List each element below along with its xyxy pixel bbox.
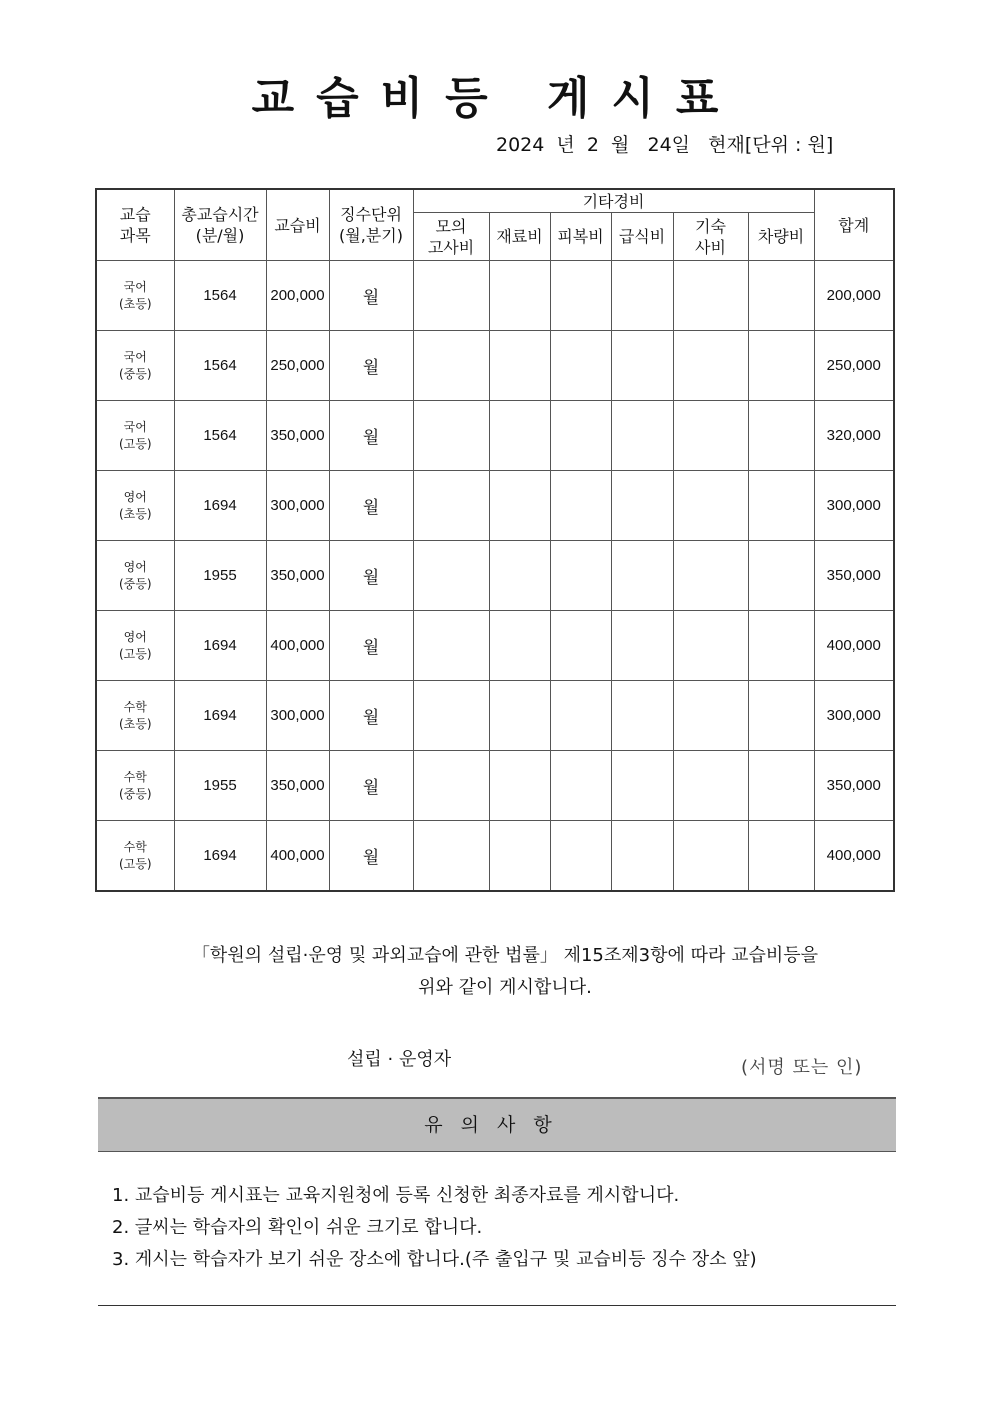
vehicle-cell — [748, 751, 814, 821]
header-mock-exam — [413, 213, 489, 261]
header-other-expenses-label: 기타경비 — [582, 191, 645, 211]
hours-cell: 1694 — [174, 681, 266, 751]
signature-note: (서명 또는 인) — [741, 1057, 863, 1078]
unit-cell: 월 — [329, 681, 413, 751]
subject-cell — [96, 681, 174, 751]
hours-cell: 1694 — [174, 821, 266, 892]
dormitory-cell — [673, 331, 748, 401]
subject-label: 수학 (중등) — [118, 769, 152, 801]
total-cell: 400,000 — [814, 611, 894, 681]
clothing-cell — [550, 821, 611, 892]
header-subject — [96, 189, 174, 261]
clothing-cell — [550, 261, 611, 331]
subject-cell — [96, 821, 174, 892]
dormitory-cell — [673, 751, 748, 821]
meals-cell — [611, 821, 673, 892]
tuition-cell: 400,000 — [266, 611, 329, 681]
hours-cell: 1955 — [174, 541, 266, 611]
clothing-cell — [550, 331, 611, 401]
unit-cell: 월 — [329, 821, 413, 892]
meals-cell — [611, 331, 673, 401]
subject-label: 영어 (중등) — [118, 559, 152, 591]
dormitory-cell — [673, 611, 748, 681]
mock-exam-cell — [413, 821, 489, 892]
tuition-cell: 200,000 — [266, 261, 329, 331]
table-row — [96, 541, 894, 611]
header-subject-label: 교습 과목 — [119, 205, 151, 245]
header-dormitory-label: 기숙 사비 — [695, 216, 726, 257]
header-total-hours-label: 총교습시간 (분/월) — [181, 205, 259, 245]
vehicle-cell — [748, 401, 814, 471]
tuition-cell: 300,000 — [266, 471, 329, 541]
total-cell: 400,000 — [814, 821, 894, 892]
notice-item: 2. 글씨는 학습자의 확인이 쉬운 크기로 합니다. — [112, 1217, 483, 1238]
table-row — [96, 821, 894, 892]
materials-cell — [489, 401, 550, 471]
tuition-cell: 400,000 — [266, 821, 329, 892]
table-row — [96, 261, 894, 331]
vehicle-cell — [748, 541, 814, 611]
meals-cell — [611, 541, 673, 611]
date-unit-line: 2024 년 2 월 24일 현재[단위 : 원] — [496, 134, 834, 156]
vehicle-cell — [748, 471, 814, 541]
header-dormitory — [673, 213, 748, 261]
hours-cell: 1955 — [174, 751, 266, 821]
materials-cell — [489, 821, 550, 892]
mock-exam-cell — [413, 261, 489, 331]
header-total-hours — [174, 189, 266, 261]
tuition-cell: 350,000 — [266, 541, 329, 611]
mock-exam-cell — [413, 751, 489, 821]
vehicle-cell — [748, 681, 814, 751]
total-cell: 350,000 — [814, 541, 894, 611]
notice-item: 3. 게시는 학습자가 보기 쉬운 장소에 합니다.(주 출입구 및 교습비등 징수 장소 앞) — [112, 1249, 757, 1270]
meals-cell — [611, 261, 673, 331]
page-title: 교습비등 게시표 — [251, 73, 741, 124]
materials-cell — [489, 471, 550, 541]
tuition-cell: 250,000 — [266, 331, 329, 401]
mock-exam-cell — [413, 331, 489, 401]
total-cell: 350,000 — [814, 751, 894, 821]
meals-cell — [611, 611, 673, 681]
dormitory-cell — [673, 541, 748, 611]
statement-line-1: 「학원의 설립·운영 및 과외교습에 관한 법률」 제15조제3항에 따라 교습비등을 — [191, 945, 819, 966]
dormitory-cell — [673, 261, 748, 331]
mock-exam-cell — [413, 611, 489, 681]
materials-cell — [489, 611, 550, 681]
dormitory-cell — [673, 821, 748, 892]
header-total — [814, 189, 894, 261]
meals-cell — [611, 751, 673, 821]
materials-cell — [489, 261, 550, 331]
vehicle-cell — [748, 821, 814, 892]
table-row — [96, 401, 894, 471]
clothing-cell — [550, 751, 611, 821]
subject-label: 영어 (고등) — [118, 629, 152, 661]
subject-cell — [96, 261, 174, 331]
header-tuition — [266, 189, 329, 261]
header-collection-unit-label: 징수단위 (월,분기) — [339, 205, 403, 245]
subject-cell — [96, 331, 174, 401]
vehicle-cell — [748, 331, 814, 401]
header-clothing — [550, 213, 611, 261]
subject-cell — [96, 401, 174, 471]
notice-item: 1. 교습비등 게시표는 교육지원청에 등록 신청한 최종자료를 게시합니다. — [112, 1185, 680, 1206]
total-cell: 200,000 — [814, 261, 894, 331]
header-collection-unit — [329, 189, 413, 261]
notice-header: 유의사항 — [98, 1097, 896, 1152]
table-row — [96, 681, 894, 751]
clothing-cell — [550, 541, 611, 611]
materials-cell — [489, 681, 550, 751]
unit-cell: 월 — [329, 611, 413, 681]
vehicle-cell — [748, 261, 814, 331]
total-cell: 250,000 — [814, 331, 894, 401]
mock-exam-cell — [413, 471, 489, 541]
unit-cell: 월 — [329, 401, 413, 471]
mock-exam-cell — [413, 541, 489, 611]
header-vehicle-label: 차량비 — [757, 227, 805, 246]
unit-cell: 월 — [329, 541, 413, 611]
unit-cell: 월 — [329, 331, 413, 401]
hours-cell: 1564 — [174, 401, 266, 471]
header-mock-exam-label: 모의 고사비 — [427, 216, 475, 257]
unit-cell: 월 — [329, 751, 413, 821]
materials-cell — [489, 751, 550, 821]
dormitory-cell — [673, 471, 748, 541]
table-row — [96, 331, 894, 401]
meals-cell — [611, 681, 673, 751]
subject-label: 수학 (초등) — [118, 699, 152, 731]
hours-cell: 1694 — [174, 471, 266, 541]
header-other-expenses — [413, 189, 814, 213]
header-meals — [611, 213, 673, 261]
mock-exam-cell — [413, 401, 489, 471]
subject-label: 국어 (고등) — [118, 419, 152, 451]
header-clothing-label: 피복비 — [557, 227, 604, 246]
header-vehicle — [748, 213, 814, 261]
total-cell: 300,000 — [814, 471, 894, 541]
dormitory-cell — [673, 401, 748, 471]
header-materials-label: 재료비 — [496, 227, 543, 246]
unit-cell: 월 — [329, 471, 413, 541]
subject-cell — [96, 541, 174, 611]
hours-cell: 1564 — [174, 331, 266, 401]
clothing-cell — [550, 611, 611, 681]
hours-cell: 1564 — [174, 261, 266, 331]
subject-label: 영어 (초등) — [118, 489, 152, 521]
signer-label: 설립 · 운영자 — [347, 1049, 452, 1070]
meals-cell — [611, 471, 673, 541]
subject-label: 국어 (중등) — [118, 349, 152, 381]
fee-table — [95, 188, 895, 892]
tuition-cell: 350,000 — [266, 751, 329, 821]
header-tuition-label: 교습비 — [274, 215, 321, 235]
header-materials — [489, 213, 550, 261]
subject-cell — [96, 611, 174, 681]
clothing-cell — [550, 401, 611, 471]
materials-cell — [489, 541, 550, 611]
subject-cell — [96, 471, 174, 541]
header-meals-label: 급식비 — [618, 227, 666, 246]
notice-list — [112, 1180, 757, 1276]
unit-cell: 월 — [329, 261, 413, 331]
dormitory-cell — [673, 681, 748, 751]
table-row — [96, 471, 894, 541]
tuition-cell: 300,000 — [266, 681, 329, 751]
subject-cell — [96, 751, 174, 821]
materials-cell — [489, 331, 550, 401]
clothing-cell — [550, 681, 611, 751]
table-row — [96, 611, 894, 681]
hours-cell: 1694 — [174, 611, 266, 681]
clothing-cell — [550, 471, 611, 541]
table-row — [96, 751, 894, 821]
subject-label: 국어 (초등) — [118, 279, 152, 311]
tuition-cell: 350,000 — [266, 401, 329, 471]
vehicle-cell — [748, 611, 814, 681]
meals-cell — [611, 401, 673, 471]
total-cell: 300,000 — [814, 681, 894, 751]
header-total-label: 합계 — [838, 215, 870, 235]
subject-label: 수학 (고등) — [118, 839, 152, 871]
mock-exam-cell — [413, 681, 489, 751]
total-cell: 320,000 — [814, 401, 894, 471]
bottom-divider — [98, 1305, 896, 1306]
statement-line-2: 위와 같이 게시합니다. — [418, 977, 592, 998]
legal-statement — [0, 940, 992, 1004]
